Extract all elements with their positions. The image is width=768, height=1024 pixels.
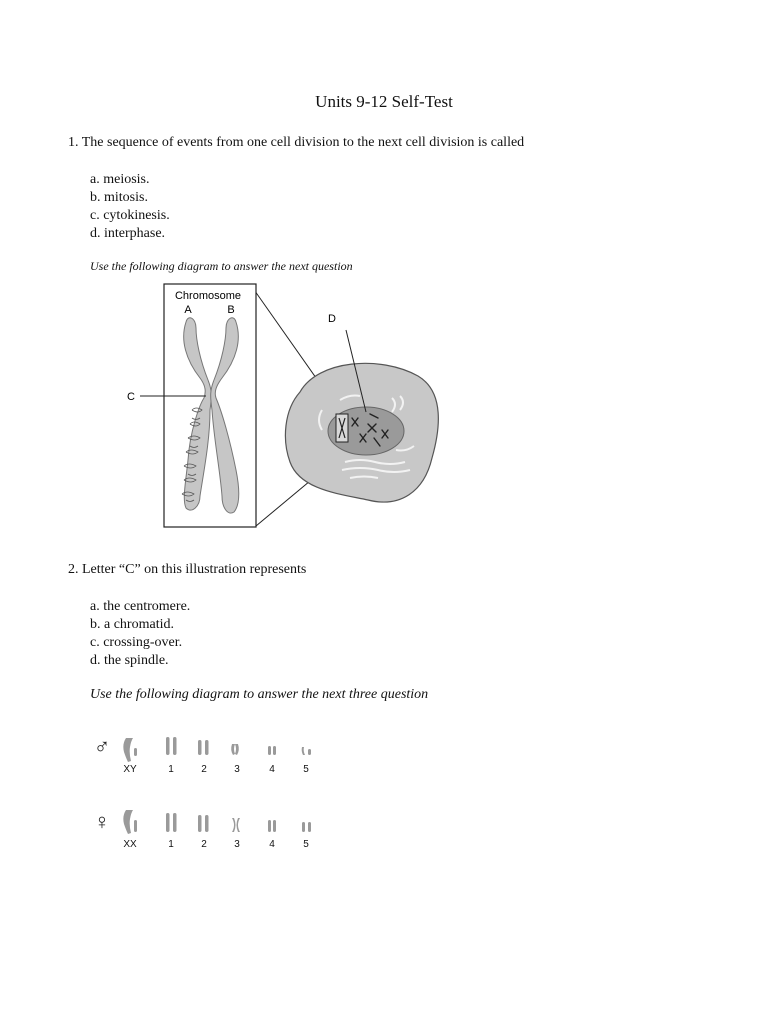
female-label-3: 3 bbox=[234, 839, 240, 850]
male-label-1: 1 bbox=[168, 764, 174, 775]
question-1-option-a: a. meiosis. bbox=[90, 172, 150, 187]
chromosome-box-title: Chromosome bbox=[174, 290, 242, 302]
male-label-5: 5 bbox=[303, 764, 309, 775]
question-1-text: 1. The sequence of events from one cell division to the next cell division is called bbox=[68, 135, 525, 150]
female-label-5: 5 bbox=[303, 839, 309, 850]
label-d: D bbox=[328, 313, 336, 325]
label-c: C bbox=[127, 391, 135, 403]
male-label-2: 2 bbox=[201, 764, 207, 775]
question-2-option-b: b. a chromatid. bbox=[90, 617, 174, 632]
diagram-instruction-1: Use the following diagram to answer the next question bbox=[90, 259, 353, 273]
diagram-instruction-2: Use the following diagram to answer the next three question bbox=[90, 687, 429, 702]
female-label-4: 4 bbox=[269, 839, 275, 850]
female-label-1: 1 bbox=[168, 839, 174, 850]
male-label-4: 4 bbox=[269, 764, 275, 775]
question-1-option-d: d. interphase. bbox=[90, 226, 166, 241]
label-a: A bbox=[184, 304, 192, 316]
question-1-option-c: c. cytokinesis. bbox=[90, 208, 170, 223]
page-title: Units 9-12 Self-Test bbox=[315, 92, 453, 111]
question-2-text: 2. Letter “C” on this illustration represents bbox=[68, 562, 307, 577]
question-1-option-b: b. mitosis. bbox=[90, 190, 148, 205]
question-2-option-d: d. the spindle. bbox=[90, 653, 169, 668]
question-2-option-c: c. crossing-over. bbox=[90, 635, 183, 650]
male-label-xy: XY bbox=[123, 764, 137, 775]
question-2-option-a: a. the centromere. bbox=[90, 599, 191, 614]
label-b: B bbox=[227, 304, 235, 316]
female-symbol-icon: ♀ bbox=[93, 809, 111, 834]
female-label-xx: XX bbox=[123, 839, 137, 850]
male-symbol-icon: ♂ bbox=[93, 734, 111, 759]
female-label-2: 2 bbox=[201, 839, 207, 850]
male-label-3: 3 bbox=[234, 764, 240, 775]
